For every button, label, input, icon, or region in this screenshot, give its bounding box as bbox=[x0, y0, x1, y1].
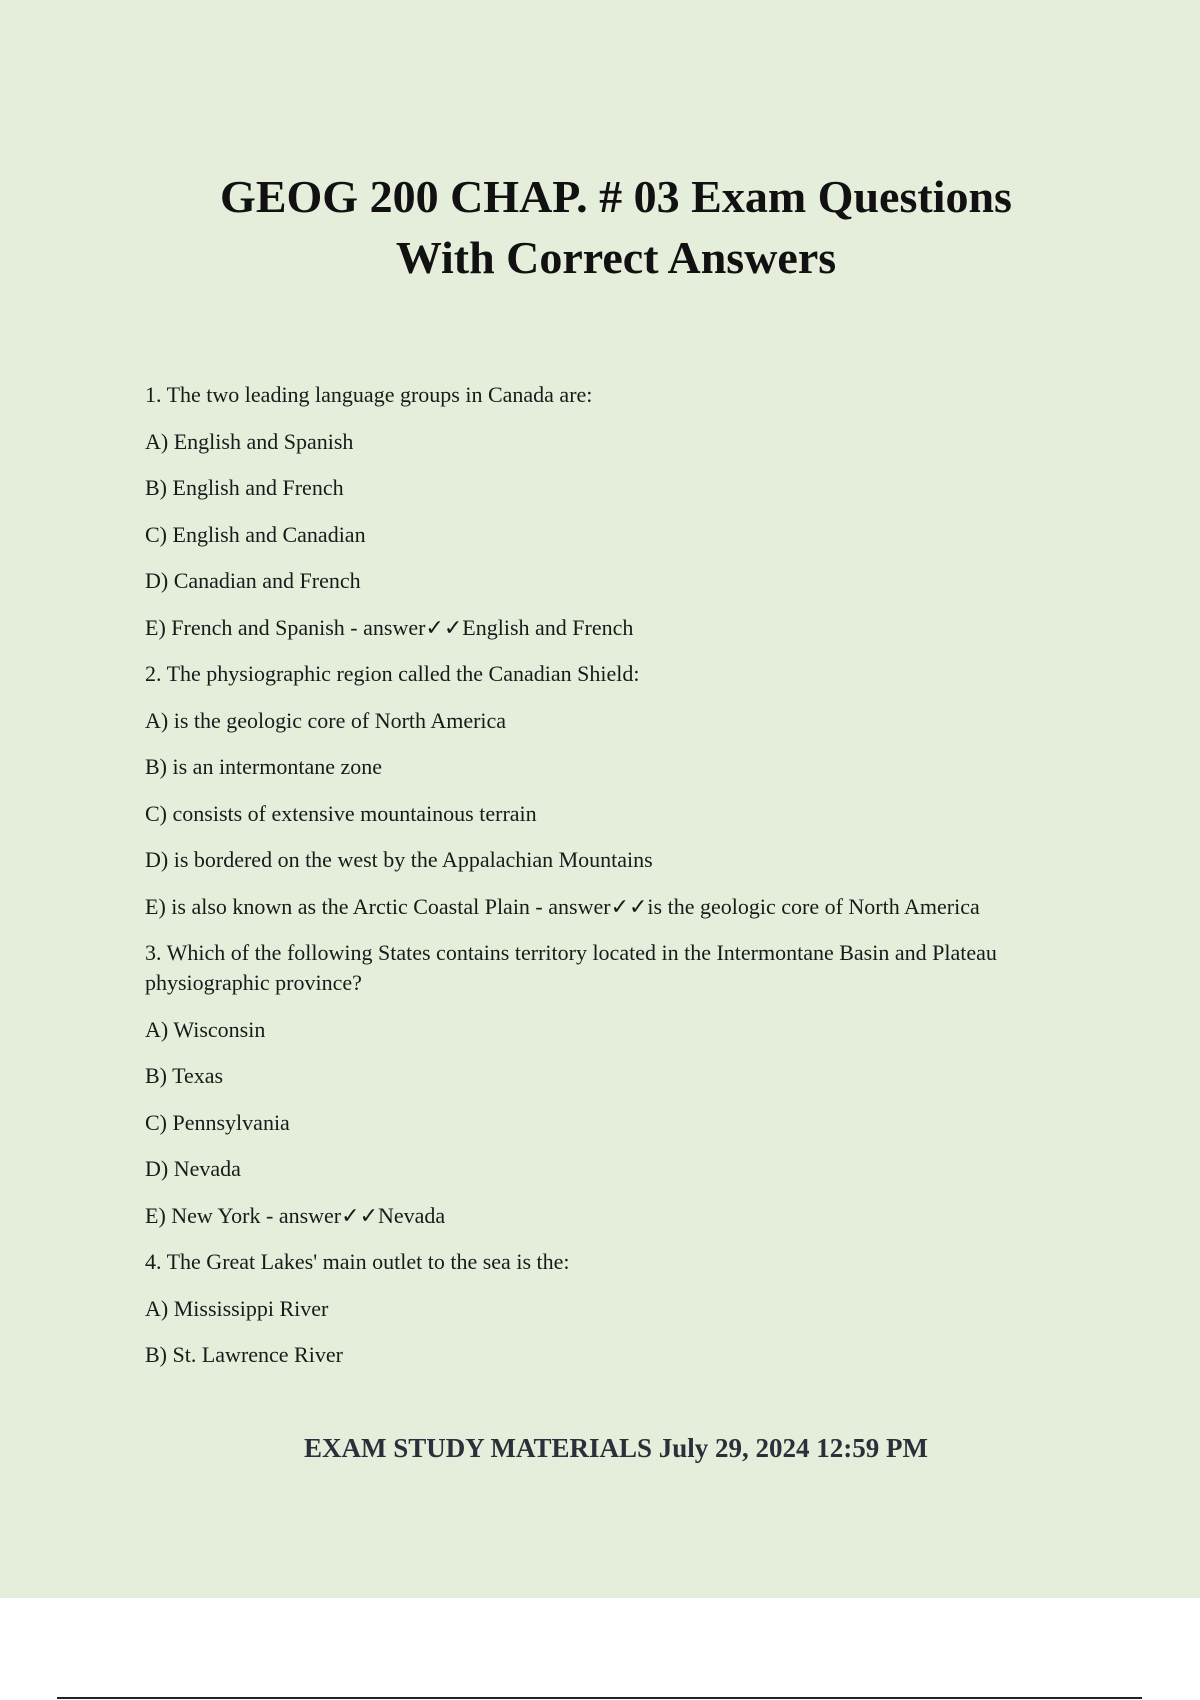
question-line: D) is bordered on the west by the Appalachian Mountains bbox=[145, 847, 653, 872]
question-line: 1. The two leading language groups in Canada are: bbox=[145, 382, 593, 407]
question-line: B) Texas bbox=[145, 1063, 224, 1088]
question-line: D) Canadian and French bbox=[145, 568, 361, 593]
answer-line: E) New York - answer✓✓Nevada bbox=[145, 1202, 446, 1228]
question-line: 2. The physiographic region called the Canadian Shield: bbox=[145, 661, 640, 686]
question-line: A) is the geologic core of North America bbox=[145, 707, 507, 733]
question-line: A) Mississippi River bbox=[145, 1295, 329, 1321]
question-line: C) consists of extensive mountainous terrain bbox=[145, 800, 537, 826]
document-footer: EXAM STUDY MATERIALS July 29, 2024 12:59 PM bbox=[303, 1433, 929, 1463]
question-list bbox=[145, 380, 1090, 1387]
question-line: A) English and Spanish bbox=[145, 428, 354, 454]
title-line-2: With Correct Answers bbox=[395, 232, 837, 283]
question-line: D) Nevada bbox=[145, 1156, 241, 1181]
question-line: C) Pennsylvania bbox=[145, 1109, 290, 1135]
question-line: C) English and Canadian bbox=[145, 521, 366, 547]
bottom-rule bbox=[57, 1697, 1142, 1699]
answer-line: E) is also known as the Arctic Coastal Plain - answer✓✓is the geologic core of North America bbox=[145, 893, 980, 919]
question-line: 3. Which of the following States contains territory located in the Intermontane Basin and Plateau physiographic province? bbox=[145, 940, 997, 995]
document-title bbox=[100, 166, 1132, 288]
question-line: A) Wisconsin bbox=[145, 1016, 266, 1042]
question-line: B) St. Lawrence River bbox=[145, 1342, 343, 1367]
question-line: 4. The Great Lakes' main outlet to the sea is the: bbox=[145, 1249, 570, 1274]
question-line: B) English and French bbox=[145, 475, 344, 500]
answer-line: E) French and Spanish - answer✓✓English and French bbox=[145, 614, 634, 640]
question-line: B) is an intermontane zone bbox=[145, 754, 383, 779]
title-line-1: GEOG 200 CHAP. # 03 Exam Questions bbox=[220, 171, 1012, 222]
